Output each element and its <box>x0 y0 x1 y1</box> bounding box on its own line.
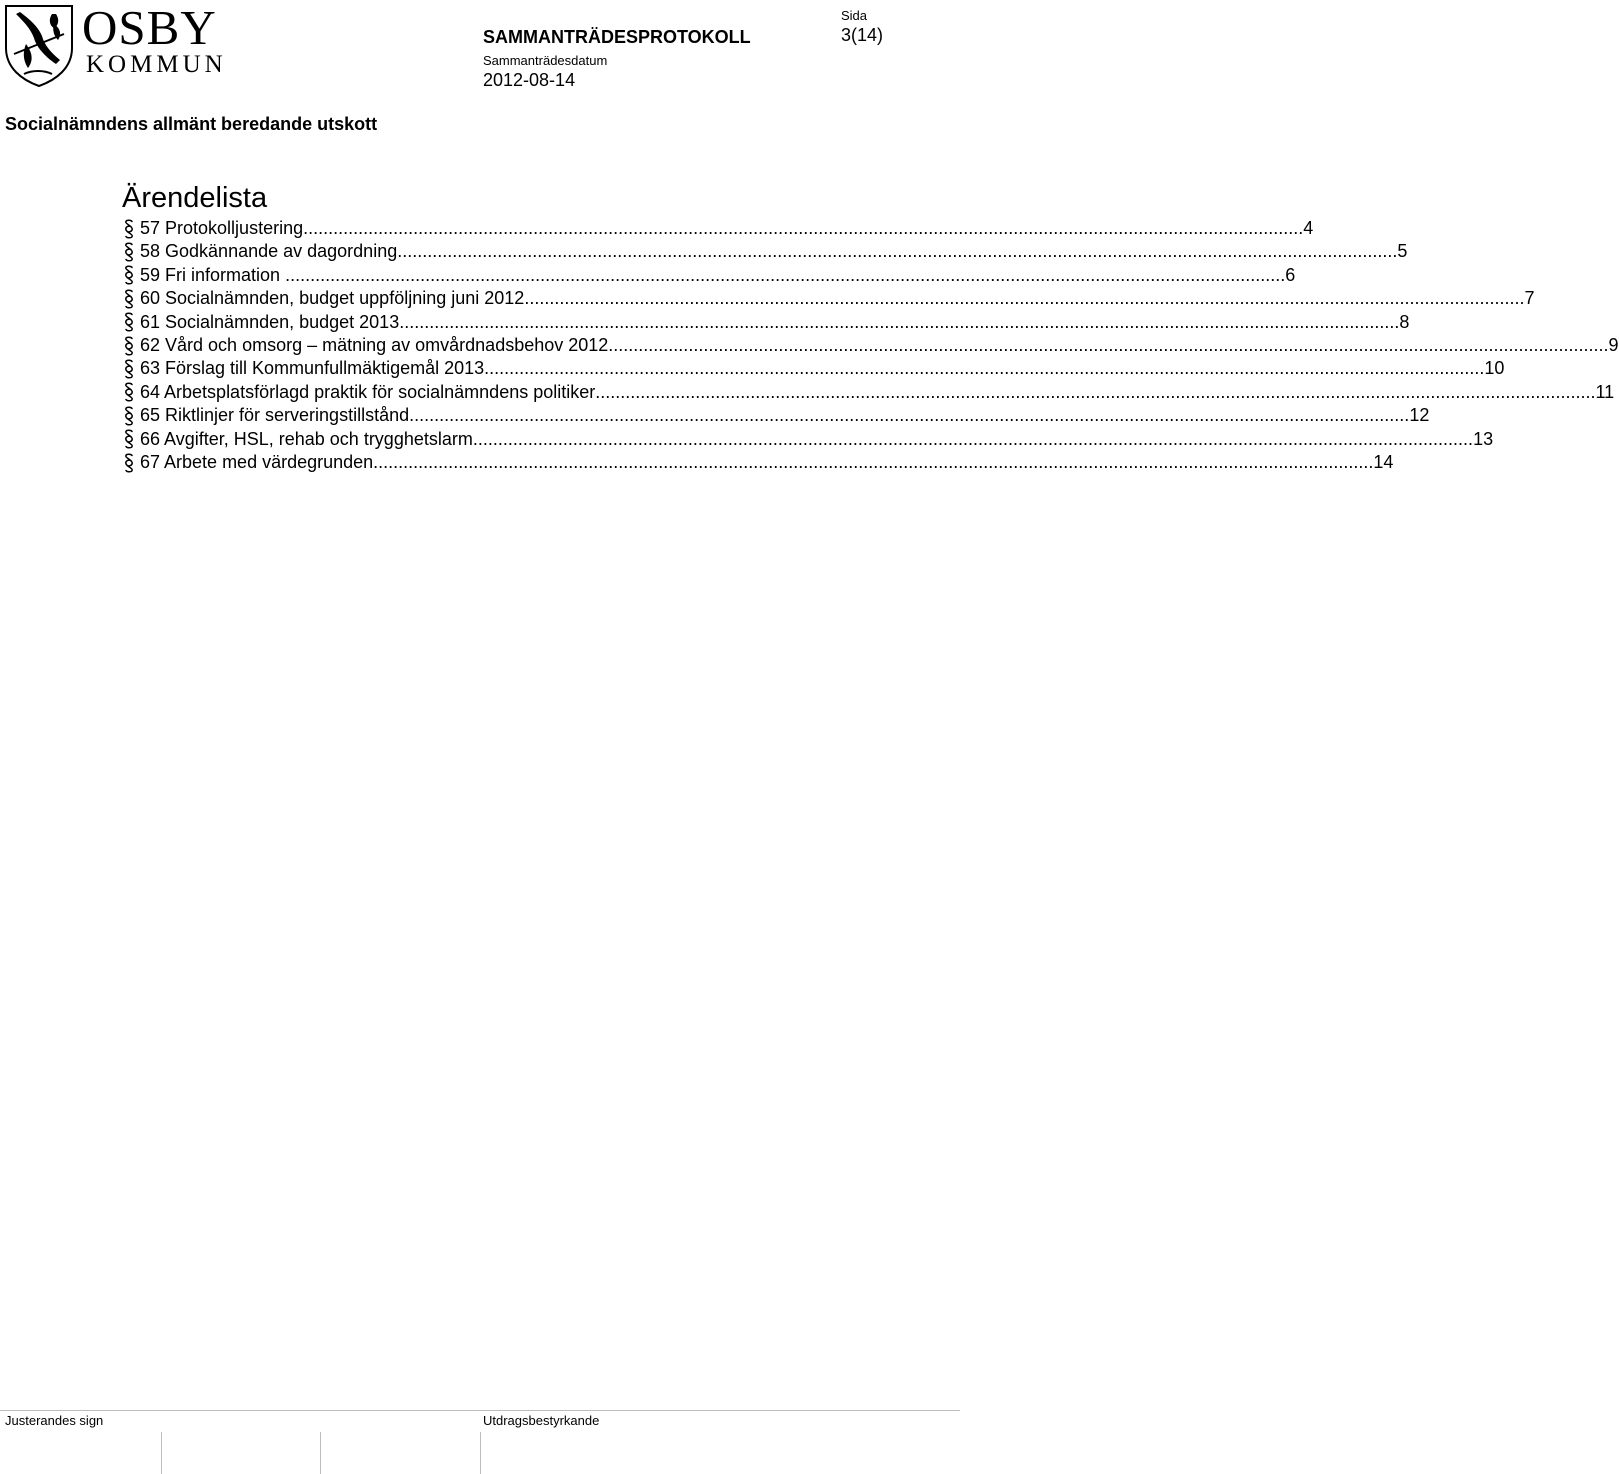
toc-item-page: 7 <box>1524 288 1535 309</box>
toc-item-label: 63 Förslag till Kommunfullmäktigemål 2013 <box>140 358 485 379</box>
toc-item[interactable] <box>122 357 1505 380</box>
toc-leader-dots: ........................................................................................................................................................................................................ <box>285 264 1286 285</box>
signature-field-divider <box>480 1432 481 1474</box>
section-sign-icon <box>122 335 136 357</box>
document-type: SAMMANTRÄDESPROTOKOLL <box>483 27 751 47</box>
toc-item[interactable] <box>122 334 1619 357</box>
toc-item[interactable] <box>122 240 1408 263</box>
toc-item-label: 60 Socialnämnden, budget uppföljning juni 2012 <box>140 288 525 309</box>
section-sign-icon <box>122 311 136 333</box>
toc-leader-dots: ........................................................................................................................................................................................................ <box>472 428 1474 449</box>
toc-item-page: 12 <box>1409 405 1430 426</box>
section-sign-icon <box>122 428 136 450</box>
toc-item[interactable] <box>122 404 1430 427</box>
toc-item-label: 67 Arbete med värdegrunden <box>140 451 374 472</box>
section-sign-icon <box>122 218 136 240</box>
section-sign-icon <box>122 452 136 474</box>
toc-list <box>122 217 1619 474</box>
osby-coat-of-arms-icon <box>4 4 74 88</box>
toc-item-label: 57 Protokolljustering <box>140 218 304 238</box>
section-sign-icon <box>122 381 136 403</box>
toc-item-page: 9 <box>1608 334 1619 355</box>
toc-leader-dots: ........................................................................................................................................................................................................ <box>484 358 1485 379</box>
meeting-date-label: Sammanträdesdatum <box>483 53 608 68</box>
section-sign-icon <box>122 405 136 427</box>
toc-leader-dots: ........................................................................................................................................................................................................ <box>595 381 1596 402</box>
toc-item-label: 65 Riktlinjer för serveringstillstånd <box>140 405 410 426</box>
toc-item-label: 59 Fri information <box>140 264 286 285</box>
section-sign-icon <box>122 358 136 380</box>
toc-leader-dots: ........................................................................................................................................................................................................ <box>409 405 1410 426</box>
toc-item-page: 6 <box>1285 264 1296 285</box>
section-sign-icon <box>122 264 136 286</box>
section-sign-icon <box>122 288 136 310</box>
toc-leader-dots: ........................................................................................................................................................................................................ <box>303 218 1304 238</box>
logo-wordmark: OSBY <box>82 0 217 55</box>
toc-item-page: 10 <box>1484 358 1505 379</box>
toc-item[interactable] <box>122 264 1296 287</box>
toc-item-label: 58 Godkännande av dagordning <box>140 241 398 262</box>
toc-item-page: 13 <box>1473 428 1494 449</box>
toc-leader-dots: ........................................................................................................................................................................................................ <box>399 311 1400 332</box>
toc-item[interactable] <box>122 428 1494 451</box>
footer-divider <box>0 1410 960 1411</box>
toc-leader-dots: ........................................................................................................................................................................................................ <box>608 334 1609 355</box>
toc-leader-dots: ........................................................................................................................................................................................................ <box>524 288 1525 309</box>
toc-item-label: 62 Vård och omsorg – mätning av omvårdnadsbehov 2012 <box>140 334 609 355</box>
toc-item-page: 5 <box>1397 241 1408 262</box>
toc-leader-dots: ........................................................................................................................................................................................................ <box>397 241 1398 262</box>
toc-item-page: 14 <box>1373 451 1394 472</box>
toc-item-page: 11 <box>1595 381 1615 402</box>
toc-item-label: 61 Socialnämnden, budget 2013 <box>140 311 400 332</box>
toc-leader-dots: ........................................................................................................................................................................................................ <box>373 451 1374 472</box>
extract-certification-label: Utdragsbestyrkande <box>483 1413 600 1428</box>
toc-item-label: 66 Avgifter, HSL, rehab och trygghetslarm <box>140 428 473 449</box>
toc-item[interactable] <box>122 287 1535 310</box>
page-number: 3(14) <box>841 25 884 45</box>
committee-name: Socialnämndens allmänt beredande utskott <box>5 114 378 134</box>
toc-item-page: 8 <box>1399 311 1410 332</box>
toc-item[interactable] <box>122 311 1410 334</box>
signature-field-divider <box>161 1432 162 1474</box>
toc-item[interactable] <box>122 217 1314 240</box>
logo-subtitle: KOMMUN <box>86 51 227 78</box>
toc-item[interactable] <box>122 451 1394 474</box>
toc-item[interactable] <box>122 381 1615 404</box>
signature-field-divider <box>320 1432 321 1474</box>
toc-item-page: 4 <box>1303 218 1314 238</box>
toc-item-label: 64 Arbetsplatsförlagd praktik för socialnämndens politiker <box>140 381 596 402</box>
adjuster-signature-label: Justerandes sign <box>5 1413 104 1428</box>
toc-title: Ärendelista <box>122 182 268 214</box>
section-sign-icon <box>122 241 136 263</box>
meeting-date: 2012-08-14 <box>483 70 576 90</box>
page-label: Sida <box>841 8 868 23</box>
